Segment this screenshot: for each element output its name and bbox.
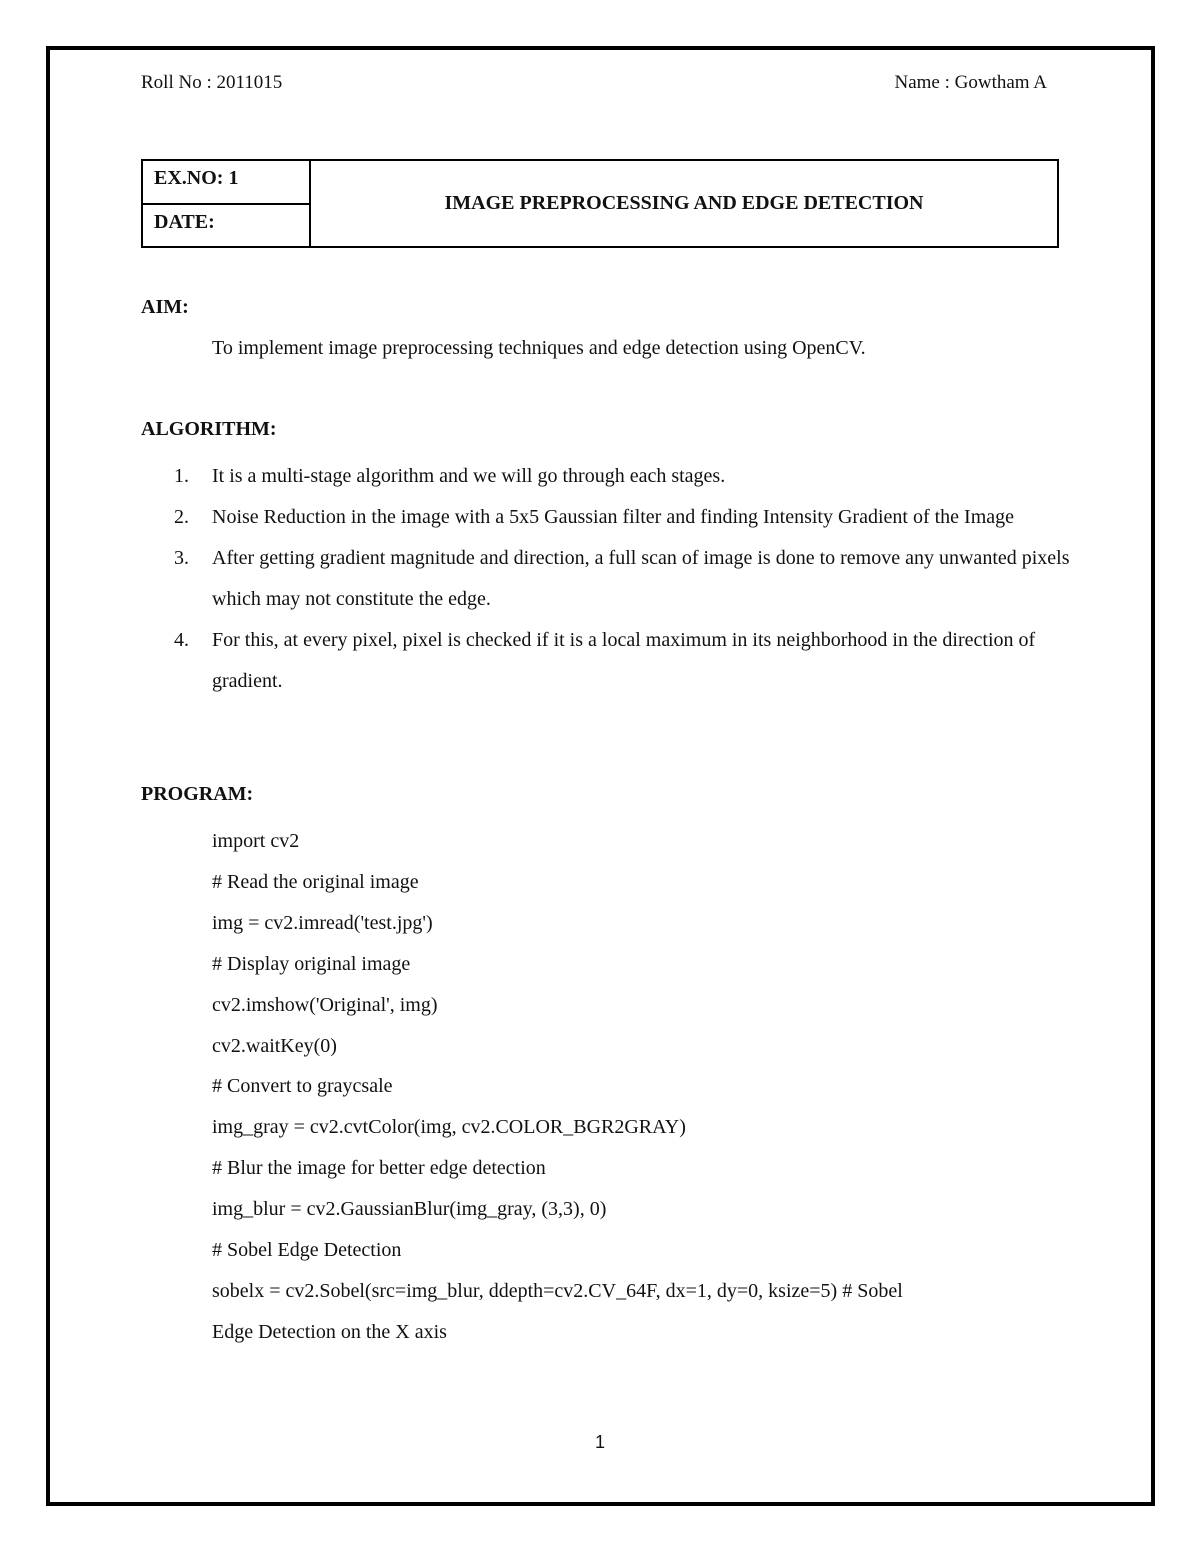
algorithm-steps (141, 456, 1071, 702)
algorithm-step (141, 456, 1071, 497)
student-name: Name : Gowtham A (894, 72, 1047, 93)
step-text: Noise Reduction in the image with a 5x5 Gaussian filter and finding Intensity Gradient of the Image (212, 506, 1015, 528)
code-line: # Convert to graycsale (212, 1075, 393, 1098)
code-line: Edge Detection on the X axis (212, 1320, 447, 1343)
step-number: 1. (174, 465, 189, 487)
code-line: sobelx = cv2.Sobel(src=img_blur, ddepth=cv2.CV_64F, dx=1, dy=0, ksize=5) # Sobel (212, 1279, 903, 1302)
code-line: import cv2 (212, 830, 300, 852)
code-line: # Display original image (212, 952, 411, 975)
date-cell: DATE: (154, 211, 215, 233)
code-line: # Blur the image for better edge detection (212, 1157, 546, 1180)
algorithm-step (141, 497, 1071, 538)
aim-text: To implement image preprocessing techniques and edge detection using OpenCV. (212, 337, 866, 359)
ex-no-cell: EX.NO: 1 (143, 161, 309, 205)
page-number: 1 (594, 1432, 605, 1452)
code-line: img_blur = cv2.GaussianBlur(img_gray, (3,3), 0) (212, 1198, 607, 1221)
step-text: It is a multi-stage algorithm and we will go through each stages. (212, 465, 726, 487)
program-code (212, 821, 1072, 1353)
code-line: cv2.imshow('Original', img) (212, 993, 438, 1016)
title-left-column (143, 161, 311, 246)
code-line: img_gray = cv2.cvtColor(img, cv2.COLOR_BGR2GRAY) (212, 1116, 686, 1139)
experiment-title: IMAGE PREPROCESSING AND EDGE DETECTION (444, 192, 924, 214)
step-number: 3. (174, 547, 189, 569)
code-line: cv2.waitKey(0) (212, 1034, 337, 1057)
aim-heading: AIM: (141, 296, 189, 318)
program-heading: PROGRAM: (141, 783, 254, 805)
step-number: 2. (174, 506, 189, 528)
code-line: # Sobel Edge Detection (212, 1239, 402, 1262)
step-number: 4. (174, 629, 189, 651)
algorithm-step (141, 620, 1071, 702)
roll-number: Roll No : 2011015 (141, 72, 283, 93)
code-line: # Read the original image (212, 870, 419, 893)
algorithm-heading: ALGORITHM: (141, 418, 277, 440)
algorithm-step (141, 538, 1071, 620)
step-text: For this, at every pixel, pixel is checked if it is a local maximum in its neighborhood in the direction of gradient. (212, 629, 1036, 692)
step-text: After getting gradient magnitude and direction, a full scan of image is done to remove any unwanted pixels which may not constitute the edge. (212, 547, 1070, 610)
title-box (141, 159, 1059, 248)
code-line: img = cv2.imread('test.jpg') (212, 911, 433, 934)
